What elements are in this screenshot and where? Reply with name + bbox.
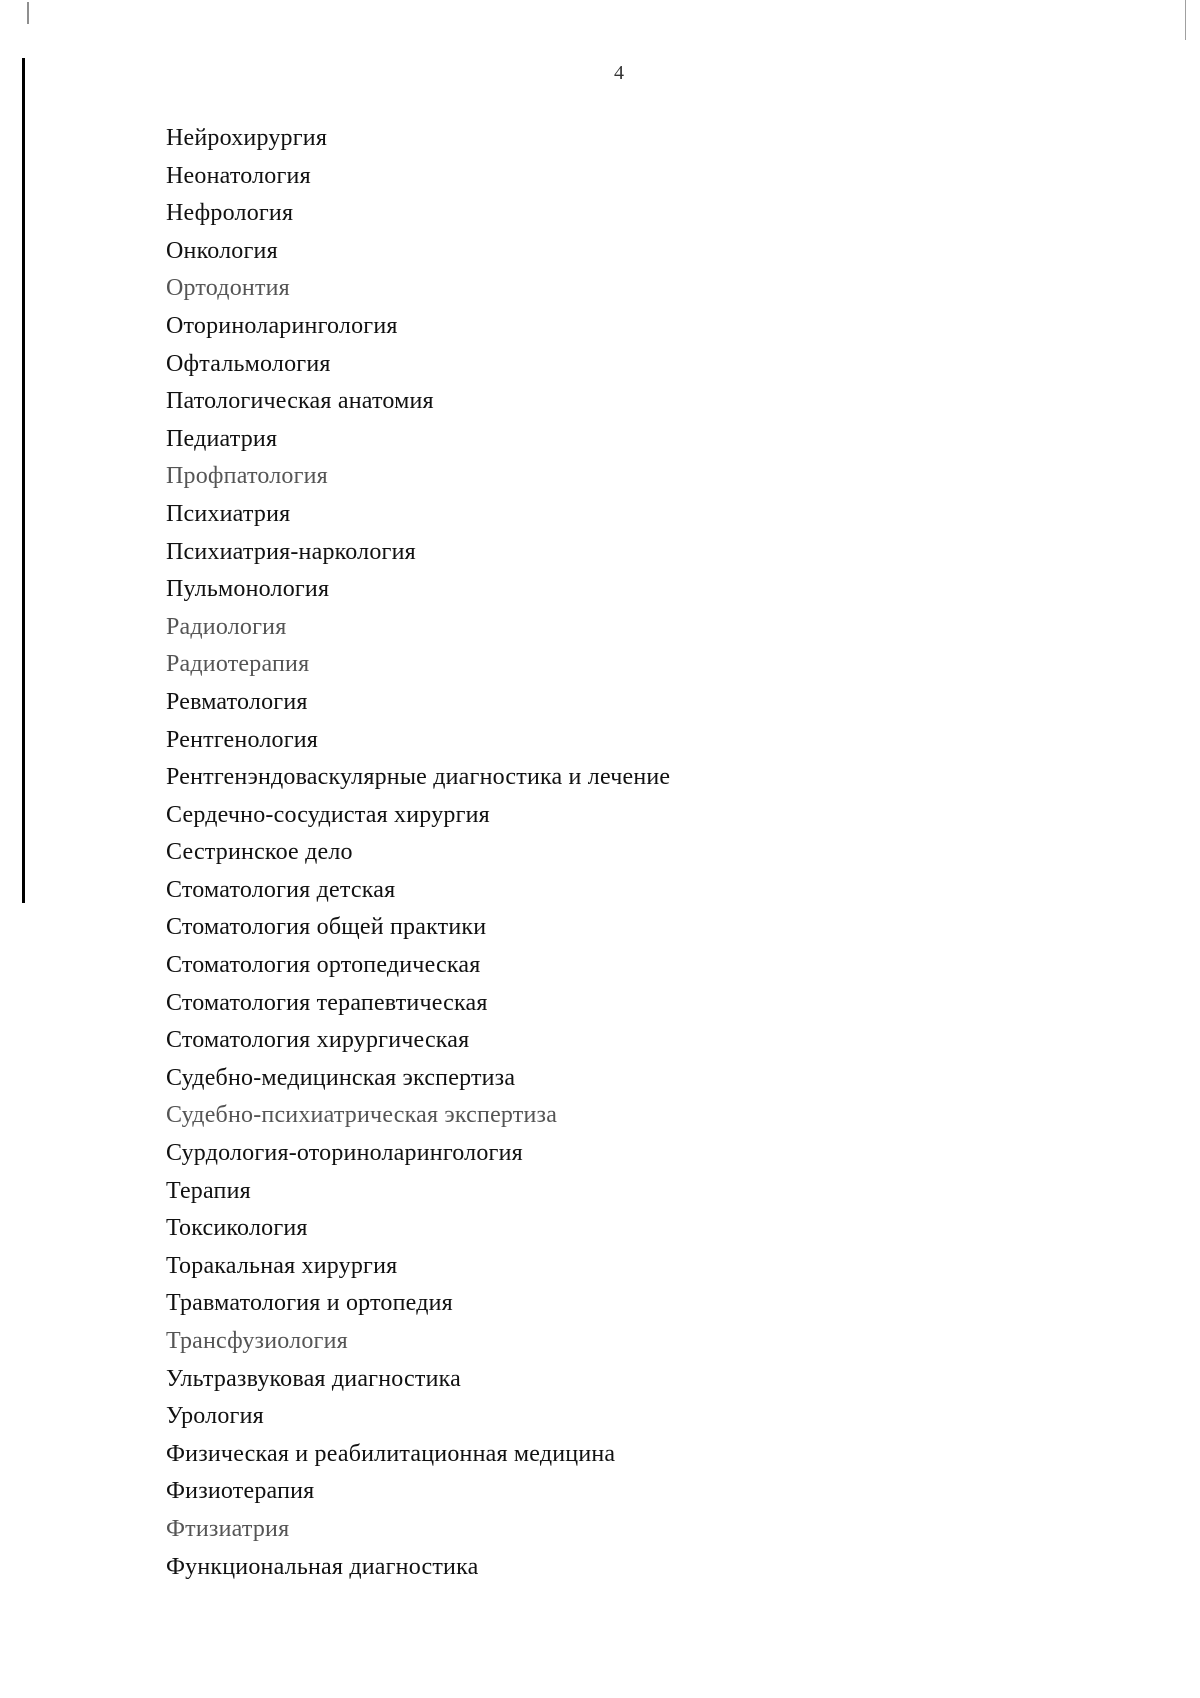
specialty-item: Стоматология ортопедическая (166, 952, 481, 979)
specialty-item: Рентгенэндоваскулярные диагностика и лечение (166, 764, 671, 791)
specialty-item: Токсикология (166, 1215, 308, 1242)
specialty-item: Сурдология-оториноларингология (166, 1140, 523, 1167)
specialty-item: Стоматология хирургическая (166, 1027, 470, 1054)
specialty-item: Пульмонология (166, 576, 330, 603)
page-number: 4 (614, 62, 624, 84)
specialty-item: Радиотерапия (166, 651, 310, 678)
specialty-item: Педиатрия (166, 425, 278, 452)
specialty-item: Ревматология (166, 688, 308, 715)
specialty-item: Судебно-психиатрическая экспертиза (166, 1102, 558, 1129)
specialty-item: Терапия (166, 1177, 251, 1204)
specialty-item: Рентгенология (166, 726, 319, 753)
specialty-item: Функциональная диагностика (166, 1553, 479, 1580)
specialty-item: Фтизиатрия (166, 1515, 290, 1542)
specialty-item: Сестринское дело (166, 839, 353, 866)
specialty-item: Травматология и ортопедия (166, 1290, 453, 1317)
specialty-item: Трансфузиология (166, 1328, 348, 1354)
specialty-item: Патологическая анатомия (166, 388, 434, 415)
specialty-item: Психиатрия-наркология (166, 538, 416, 565)
specialty-item: Офтальмология (166, 350, 331, 377)
specialty-item: Торакальная хирургия (166, 1252, 398, 1279)
specialty-item: Неонатология (166, 162, 311, 189)
specialty-item: Стоматология детская (166, 876, 396, 903)
specialty-item: Радиология (166, 613, 287, 640)
specialty-item: Психиатрия (166, 500, 291, 527)
specialty-item: Физическая и реабилитационная медицина (166, 1440, 616, 1467)
scan-artifact-mark (27, 2, 29, 24)
specialty-list (166, 120, 670, 1586)
specialty-item: Урология (166, 1403, 264, 1430)
specialty-item: Стоматология общей практики (166, 914, 487, 941)
specialty-item: Стоматология терапевтическая (166, 989, 488, 1016)
specialty-item: Судебно-медицинская экспертиза (166, 1064, 516, 1091)
scan-edge-line (22, 58, 25, 903)
specialty-item: Ультразвуковая диагностика (166, 1365, 461, 1392)
specialty-item: Онкология (166, 237, 278, 264)
specialty-item: Нефрология (166, 200, 294, 227)
scan-artifact-mark (1185, 0, 1186, 40)
specialty-item: Профпатология (166, 463, 328, 490)
specialty-item: Нейрохирургия (166, 125, 328, 151)
specialty-item: Физиотерапия (166, 1478, 315, 1505)
specialty-item: Ортодонтия (166, 275, 290, 302)
specialty-item: Оториноларингология (166, 312, 398, 339)
specialty-item: Сердечно-сосудистая хирургия (166, 801, 490, 828)
